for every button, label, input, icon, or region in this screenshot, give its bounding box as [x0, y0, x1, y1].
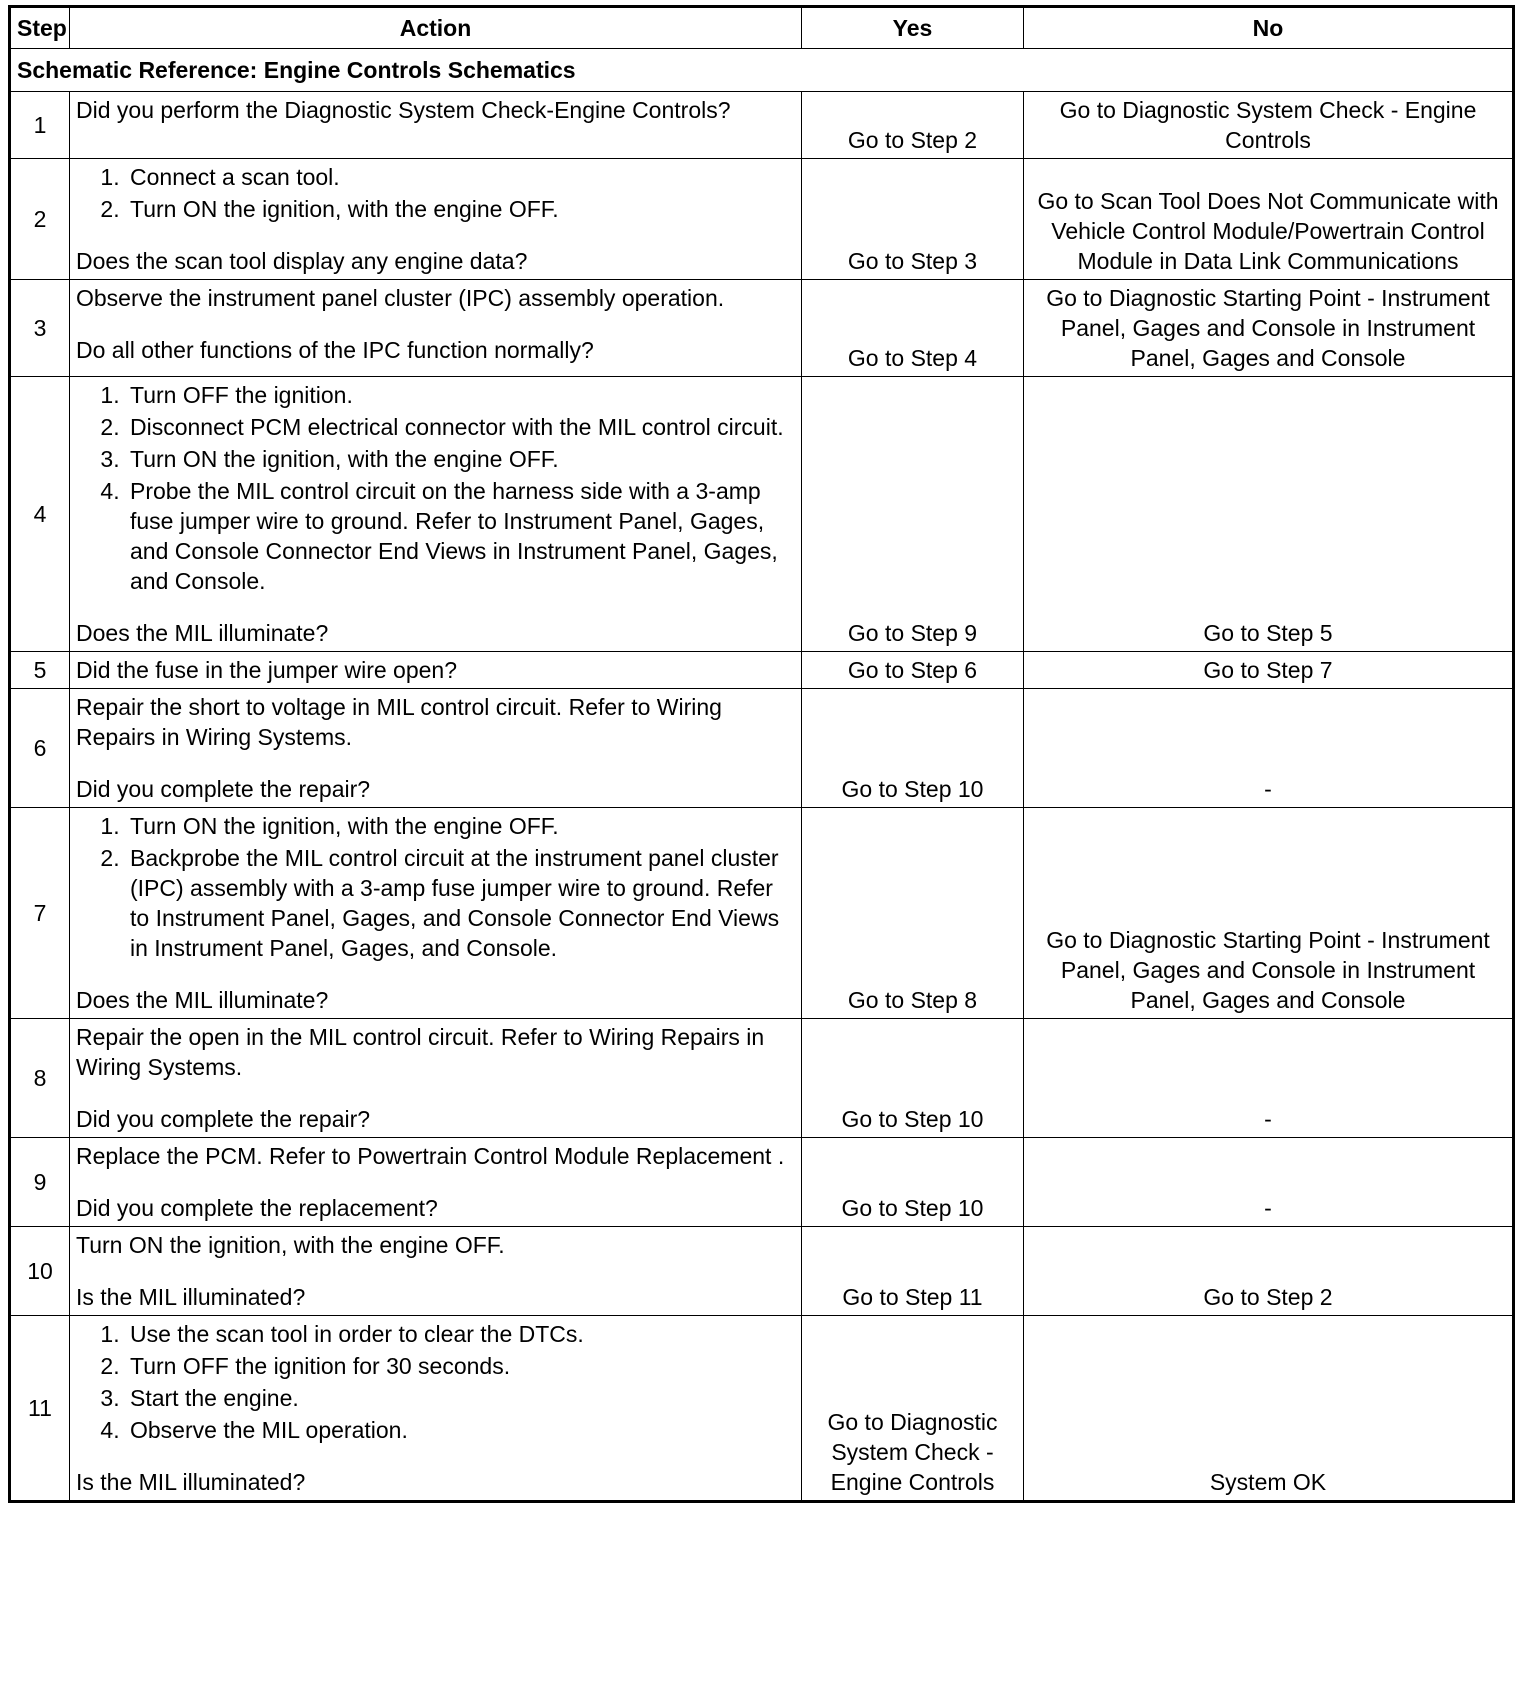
- table-row: [10, 1019, 1514, 1138]
- step-number: 2: [10, 159, 70, 280]
- action-cell: [70, 377, 802, 652]
- action-steps-list: [76, 1319, 795, 1445]
- action-cell: [70, 1138, 802, 1227]
- action-text: Repair the open in the MIL control circuit. Refer to Wiring Repairs in Wiring Systems.: [76, 1024, 765, 1080]
- list-item: 1. Connect a scan tool.: [126, 162, 795, 192]
- step-number: 4: [10, 377, 70, 652]
- table-row: [10, 377, 1514, 652]
- action-text: Did the fuse in the jumper wire open?: [76, 657, 457, 683]
- action-question: Is the MIL illuminated?: [76, 1469, 306, 1495]
- yes-result: Go to Step 2: [802, 92, 1024, 159]
- action-text: Turn ON the ignition, with the engine OFF.: [76, 1232, 505, 1258]
- action-cell: [70, 652, 802, 689]
- table-row: [10, 1227, 1514, 1316]
- list-item: 2. Turn ON the ignition, with the engine OFF.: [126, 194, 795, 224]
- table-row: [10, 689, 1514, 808]
- step-number: 8: [10, 1019, 70, 1138]
- table-row: [10, 1138, 1514, 1227]
- action-steps-list: [76, 380, 795, 596]
- action-question: Did you complete the repair?: [76, 776, 371, 802]
- step-number: 11: [10, 1316, 70, 1502]
- list-item: 1. Turn ON the ignition, with the engine OFF.: [126, 811, 795, 841]
- action-question: Does the MIL illuminate?: [76, 987, 329, 1013]
- yes-result: Go to Step 6: [802, 652, 1024, 689]
- action-question: Do all other functions of the IPC function normally?: [76, 337, 594, 363]
- list-item: 1. Turn OFF the ignition.: [126, 380, 795, 410]
- header-yes: Yes: [802, 7, 1024, 49]
- list-item: 4. Observe the MIL operation.: [126, 1415, 795, 1445]
- diagnostic-table: [8, 5, 1515, 1503]
- step-number: 9: [10, 1138, 70, 1227]
- table-row: [10, 92, 1514, 159]
- action-text: Replace the PCM. Refer to Powertrain Control Module Replacement .: [76, 1143, 785, 1169]
- reference-row: [10, 49, 1514, 92]
- action-question: Is the MIL illuminated?: [76, 1284, 306, 1310]
- action-cell: [70, 159, 802, 280]
- step-number: 6: [10, 689, 70, 808]
- yes-result: Go to Step 10: [802, 689, 1024, 808]
- action-question: Did you complete the repair?: [76, 1106, 371, 1132]
- action-steps-list: [76, 811, 795, 963]
- action-cell: [70, 1019, 802, 1138]
- no-result: -: [1024, 1019, 1514, 1138]
- table-row: [10, 652, 1514, 689]
- yes-result: Go to Step 10: [802, 1138, 1024, 1227]
- header-no: No: [1024, 7, 1514, 49]
- no-result: Go to Diagnostic System Check - Engine Controls: [1024, 92, 1514, 159]
- action-cell: [70, 92, 802, 159]
- yes-result: Go to Step 11: [802, 1227, 1024, 1316]
- no-result: -: [1024, 1138, 1514, 1227]
- list-item: 3. Turn ON the ignition, with the engine OFF.: [126, 444, 795, 474]
- step-number: 7: [10, 808, 70, 1019]
- action-cell: [70, 1316, 802, 1502]
- action-question: Does the scan tool display any engine data?: [76, 248, 528, 274]
- list-item: 1. Use the scan tool in order to clear the DTCs.: [126, 1319, 795, 1349]
- no-result: -: [1024, 689, 1514, 808]
- action-cell: [70, 689, 802, 808]
- header-step: Step: [10, 7, 70, 49]
- action-question: Does the MIL illuminate?: [76, 620, 329, 646]
- action-text: Repair the short to voltage in MIL control circuit. Refer to Wiring Repairs in Wiring Systems.: [76, 694, 722, 750]
- action-cell: [70, 808, 802, 1019]
- document-page: [8, 5, 1512, 1503]
- step-number: 10: [10, 1227, 70, 1316]
- action-text: Did you perform the Diagnostic System Check-Engine Controls?: [76, 97, 731, 123]
- action-question: Did you complete the replacement?: [76, 1195, 438, 1221]
- list-item: 2. Turn OFF the ignition for 30 seconds.: [126, 1351, 795, 1381]
- yes-result: Go to Step 8: [802, 808, 1024, 1019]
- no-result: Go to Step 7: [1024, 652, 1514, 689]
- list-item: 4. Probe the MIL control circuit on the harness side with a 3-amp fuse jumper wire to ground. Refer to Instrument Panel, Gages, and Console Connector End Views in Instrument Panel, Gages, and Console.: [126, 476, 795, 596]
- table-row: [10, 280, 1514, 377]
- step-number: 5: [10, 652, 70, 689]
- list-item: 3. Start the engine.: [126, 1383, 795, 1413]
- action-cell: [70, 1227, 802, 1316]
- no-result: Go to Step 2: [1024, 1227, 1514, 1316]
- no-result: System OK: [1024, 1316, 1514, 1502]
- header-action: Action: [70, 7, 802, 49]
- step-number: 1: [10, 92, 70, 159]
- list-item: 2. Backprobe the MIL control circuit at the instrument panel cluster (IPC) assembly with a 3-amp fuse jumper wire to ground. Refer to Instrument Panel, Gages, and Console Connector End Views in Instrument Panel, Gages, and Console.: [126, 843, 795, 963]
- no-result: Go to Diagnostic Starting Point - Instrument Panel, Gages and Console in Instrument Panel, Gages and Console: [1024, 808, 1514, 1019]
- no-result: Go to Diagnostic Starting Point - Instrument Panel, Gages and Console in Instrument Panel, Gages and Console: [1024, 280, 1514, 377]
- action-cell: [70, 280, 802, 377]
- yes-result: Go to Step 3: [802, 159, 1024, 280]
- yes-result: Go to Step 4: [802, 280, 1024, 377]
- yes-result: Go to Step 9: [802, 377, 1024, 652]
- no-result: Go to Scan Tool Does Not Communicate with Vehicle Control Module/Powertrain Control Module in Data Link Communications: [1024, 159, 1514, 280]
- schematic-reference: Schematic Reference: Engine Controls Schematics: [10, 49, 1514, 92]
- action-text: Observe the instrument panel cluster (IPC) assembly operation.: [76, 285, 725, 311]
- table-row: [10, 1316, 1514, 1502]
- header-row: [10, 7, 1514, 49]
- table-row: [10, 808, 1514, 1019]
- list-item: 2. Disconnect PCM electrical connector with the MIL control circuit.: [126, 412, 795, 442]
- table-body: [10, 49, 1514, 1502]
- table-row: [10, 159, 1514, 280]
- yes-result: Go to Step 10: [802, 1019, 1024, 1138]
- no-result: Go to Step 5: [1024, 377, 1514, 652]
- action-steps-list: [76, 162, 795, 224]
- yes-result: Go to Diagnostic System Check - Engine Controls: [802, 1316, 1024, 1502]
- step-number: 3: [10, 280, 70, 377]
